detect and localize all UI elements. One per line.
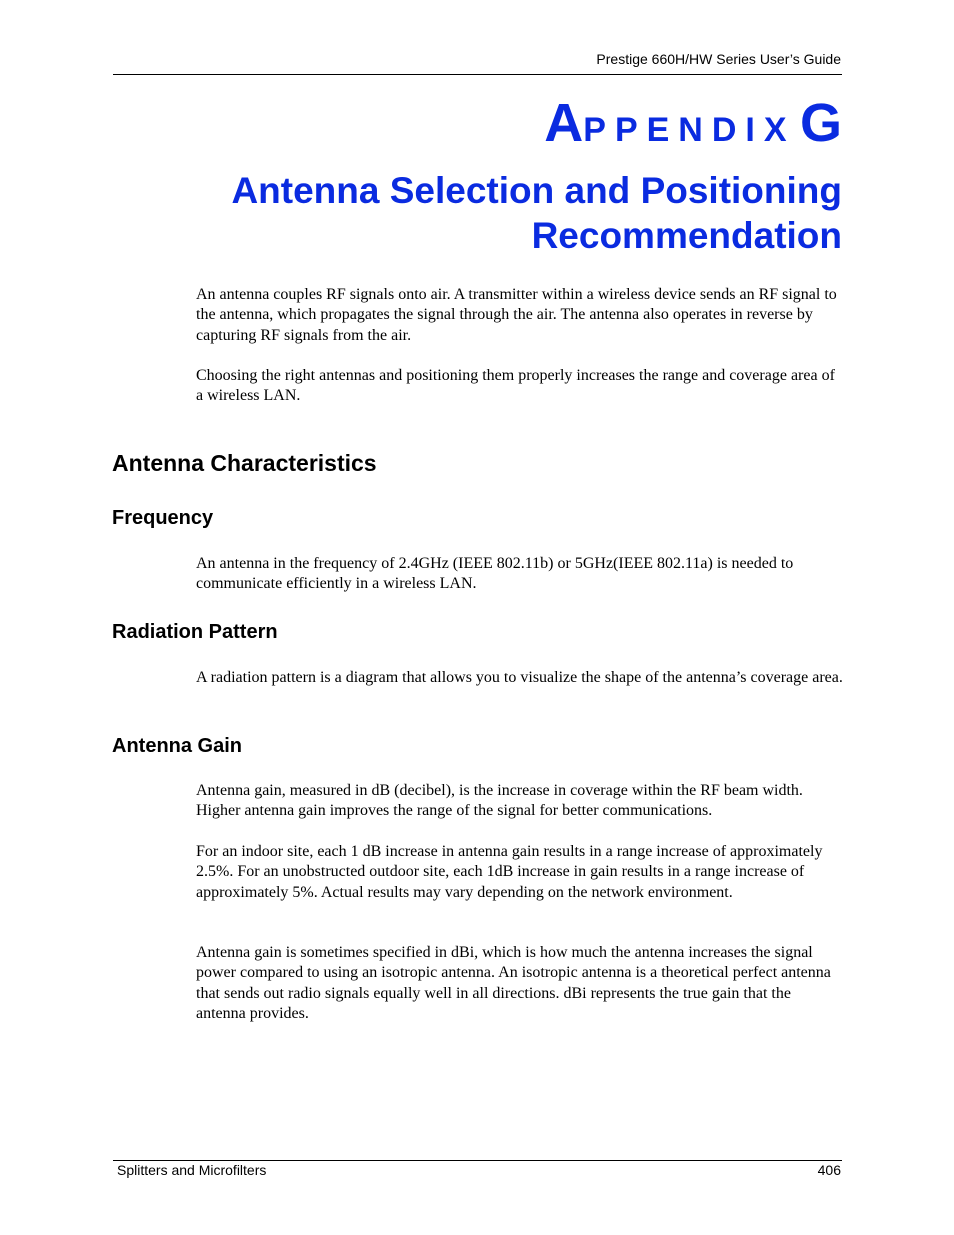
subsection-heading-frequency: Frequency xyxy=(112,507,214,529)
antenna-gain-paragraph-2: For an indoor site, each 1 dB increase in antenna gain results in a range increase of approximately 2.5%. For an unobstructed outdoor site, each 1dB increase in gain results in a range increase of approximately 5%. Actual results may vary depending on the network environment. xyxy=(196,843,823,901)
footer-divider xyxy=(113,1160,842,1161)
appendix-rest: PPENDIX xyxy=(583,111,796,149)
radiation-pattern-paragraph: A radiation pattern is a diagram that allows you to visualize the shape of the antenna’s coverage area. xyxy=(196,669,843,686)
running-header: Prestige 660H/HW Series User’s Guide xyxy=(596,51,841,67)
footer-section-name: Splitters and Microfilters xyxy=(117,1162,267,1178)
chapter-title: Antenna Selection and Positioning Recommendation xyxy=(231,170,842,256)
intro-paragraph-1: An antenna couples RF signals onto air. A transmitter within a wireless device sends an RF signal to the antenna, which propagates the signal through the air. The antenna also operates in reverse by capturing RF signals from the air. xyxy=(196,286,837,344)
header-divider xyxy=(113,74,842,75)
appendix-label xyxy=(544,93,842,153)
page-number: 406 xyxy=(817,1162,841,1178)
antenna-gain-paragraph-3: Antenna gain is sometimes specified in dBi, which is how much the antenna increases the signal power compared to using an isotropic antenna. An isotropic antenna is a theoretical perfect antenna that sends out radio signals equally well in all directions. dBi represents the true gain that the antenna provides. xyxy=(196,944,831,1022)
antenna-gain-paragraph-1: Antenna gain, measured in dB (decibel), is the increase in coverage within the RF beam width. Higher antenna gain improves the range of the signal for better communications. xyxy=(196,782,803,820)
section-heading-antenna-characteristics: Antenna Characteristics xyxy=(112,450,377,476)
frequency-paragraph: An antenna in the frequency of 2.4GHz (IEEE 802.11b) or 5GHz(IEEE 802.11a) is needed to communicate efficiently in a wireless LAN. xyxy=(196,555,794,593)
appendix-initial: A xyxy=(544,93,584,153)
subsection-heading-radiation-pattern: Radiation Pattern xyxy=(112,621,278,643)
subsection-heading-antenna-gain: Antenna Gain xyxy=(112,735,243,757)
appendix-letter: G xyxy=(799,93,842,153)
intro-paragraph-2: Choosing the right antennas and positioning them properly increases the range and coverage area of a wireless LAN. xyxy=(196,367,835,405)
